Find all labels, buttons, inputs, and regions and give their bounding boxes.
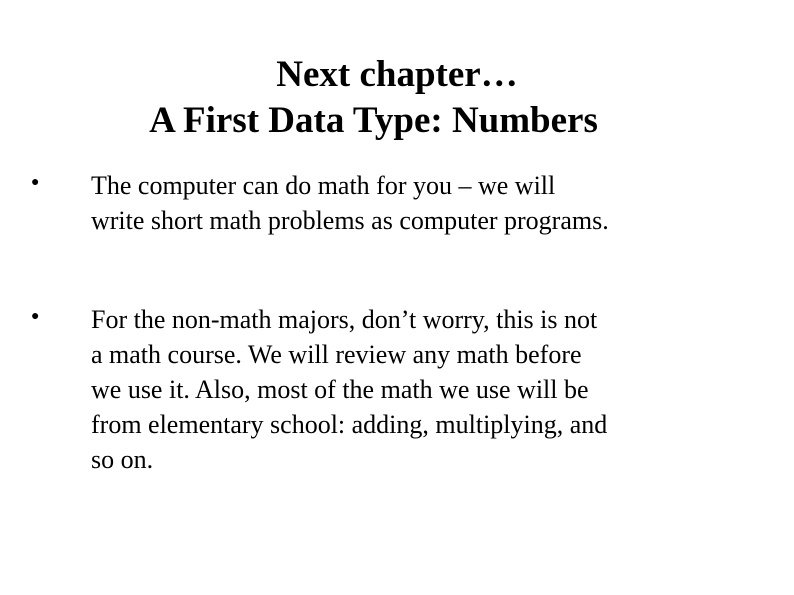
bullet-line: The computer can do math for you – we will (91, 171, 556, 200)
bullet-line: we use it. Also, most of the math we use will be (91, 375, 589, 404)
bullet-icon: ● (31, 175, 40, 190)
bullet-line: so on. (91, 445, 154, 474)
title-line: A First Data Type: Numbers (149, 100, 598, 141)
bullet-line: For the non-math majors, don’t worry, this is not (91, 305, 598, 334)
bullet-text (91, 168, 741, 238)
bullet-line: write short math problems as computer programs. (91, 206, 609, 235)
bullet-line: a math course. We will review any math before (91, 340, 582, 369)
bullet-icon: ● (31, 309, 40, 324)
title-line: Next chapter… (276, 54, 518, 95)
bullet-line: from elementary school: adding, multiplying, and (91, 410, 608, 439)
bullet-text (91, 302, 741, 477)
slide-title (0, 52, 794, 144)
